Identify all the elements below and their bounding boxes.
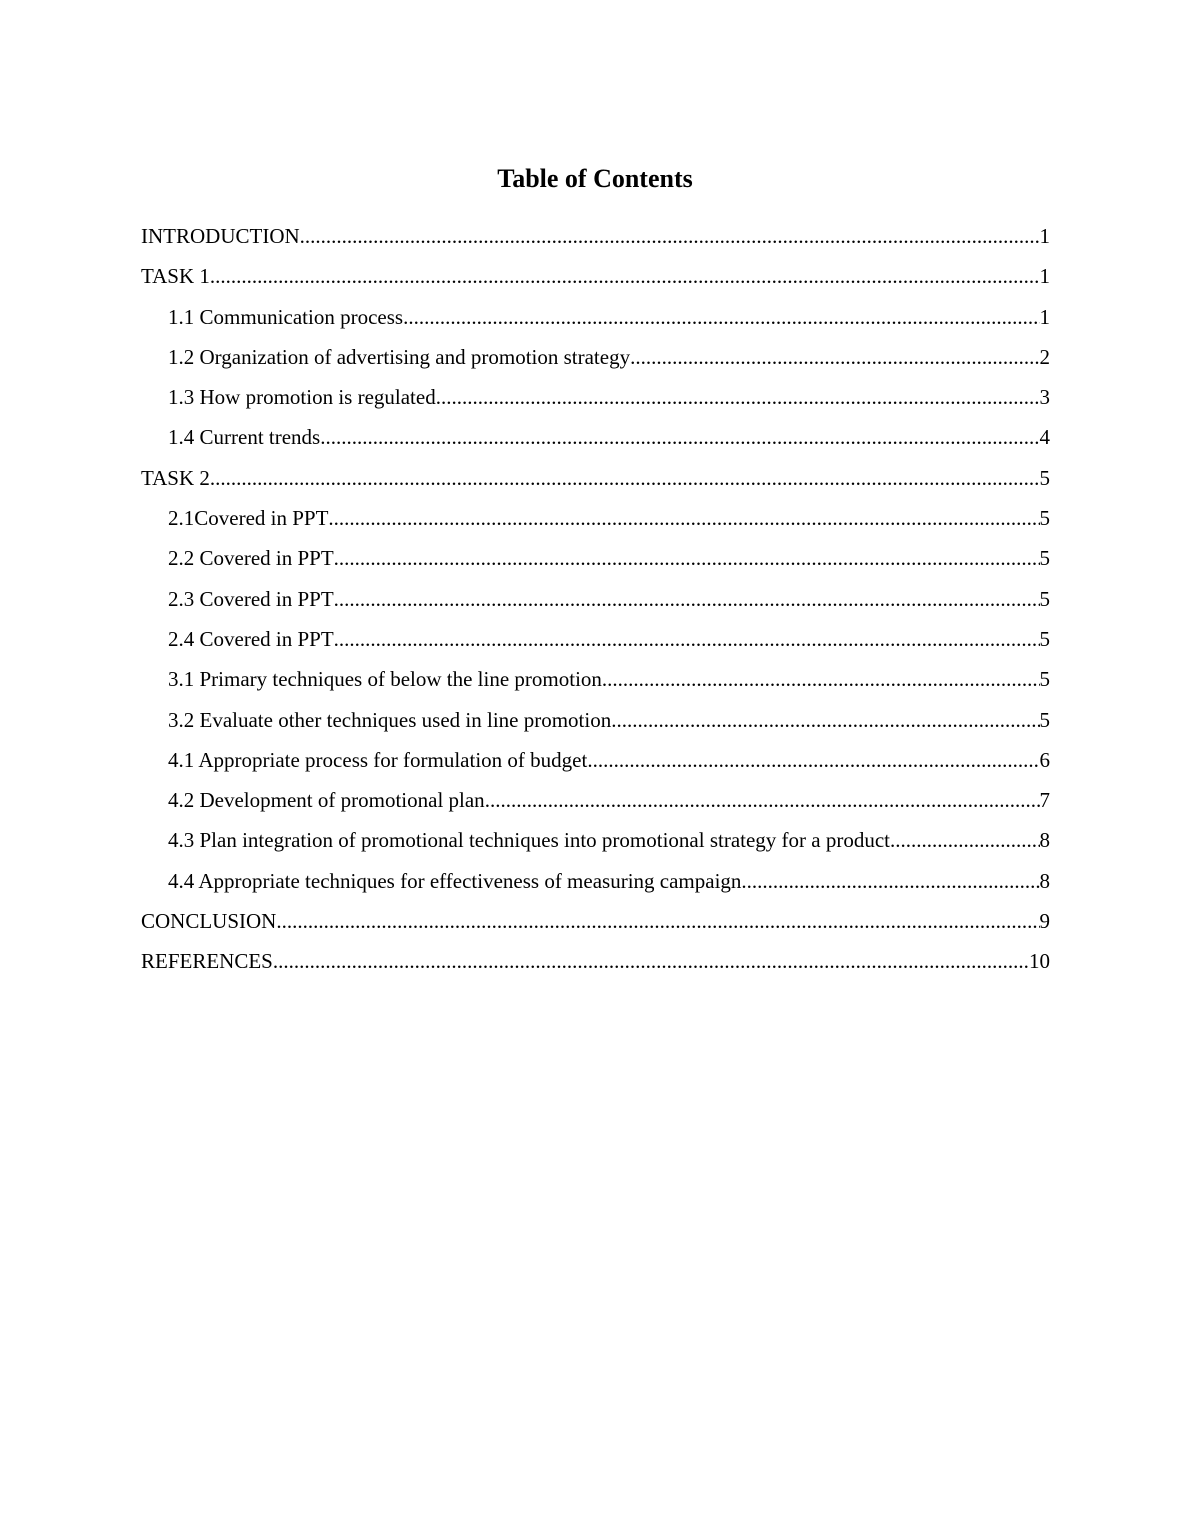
toc-entry-label: INTRODUCTION (141, 220, 300, 252)
toc-entry-page-number: 5 (1040, 462, 1051, 494)
toc-entry-page-number: 5 (1040, 583, 1051, 615)
toc-dot-leader (334, 623, 1040, 655)
toc-entry[interactable] (141, 945, 1050, 985)
toc-dot-leader (300, 220, 1040, 252)
toc-entry-page-number: 1 (1040, 220, 1051, 252)
toc-dot-leader (611, 704, 1039, 736)
toc-entry[interactable] (141, 421, 1050, 461)
toc-entry-row (141, 905, 1050, 937)
toc-entry-row (168, 341, 1050, 373)
toc-title: Table of Contents (497, 164, 693, 193)
toc-dot-leader (602, 663, 1040, 695)
toc-entry[interactable] (141, 381, 1050, 421)
toc-entry-label: REFERENCES (141, 945, 273, 977)
toc-dot-leader (276, 905, 1039, 937)
toc-entry-label: 2.1Covered in PPT (168, 502, 328, 534)
toc-entry[interactable] (141, 502, 1050, 542)
toc-entry-page-number: 2 (1040, 341, 1051, 373)
toc-entry-label: CONCLUSION (141, 905, 276, 937)
toc-entry[interactable] (141, 542, 1050, 582)
toc-dot-leader (334, 542, 1040, 574)
toc-entry-page-number: 5 (1040, 704, 1051, 736)
toc-entry[interactable] (141, 865, 1050, 905)
toc-entry-row (168, 784, 1050, 816)
toc-dot-leader (273, 945, 1029, 977)
toc-entry-row (168, 301, 1050, 333)
toc-entry-row (168, 623, 1050, 655)
toc-dot-leader (403, 301, 1039, 333)
toc-dot-leader (741, 865, 1039, 897)
toc-dot-leader (890, 824, 1039, 856)
toc-entry[interactable] (141, 784, 1050, 824)
toc-entry-page-number: 9 (1040, 905, 1051, 937)
toc-entry-row (141, 945, 1050, 977)
toc-entry-label: 4.2 Development of promotional plan (168, 784, 485, 816)
toc-entry-label: 3.2 Evaluate other techniques used in line promotion (168, 704, 611, 736)
toc-dot-leader (320, 421, 1039, 453)
toc-entry-page-number: 8 (1040, 865, 1051, 897)
toc-entry-row (168, 704, 1050, 736)
toc-entry[interactable] (141, 623, 1050, 663)
toc-entry-row (168, 865, 1050, 897)
toc-entry-label: TASK 1 (141, 260, 210, 292)
toc-entry[interactable] (141, 341, 1050, 381)
toc-entry[interactable] (141, 744, 1050, 784)
toc-entry[interactable] (141, 301, 1050, 341)
toc-entry[interactable] (141, 905, 1050, 945)
toc-entry-page-number: 1 (1040, 260, 1051, 292)
toc-entry-page-number: 7 (1040, 784, 1051, 816)
toc-dot-leader (485, 784, 1040, 816)
toc-entry-label: 4.1 Appropriate process for formulation of budget (168, 744, 587, 776)
toc-entry-label: 1.4 Current trends (168, 421, 320, 453)
toc-entry-page-number: 5 (1040, 502, 1051, 534)
toc-entry[interactable] (141, 260, 1050, 300)
toc-entry-row (141, 260, 1050, 292)
toc-entry-label: 4.4 Appropriate techniques for effectiveness of measuring campaign (168, 865, 741, 897)
toc-entry-label: 1.2 Organization of advertising and promotion strategy (168, 341, 630, 373)
toc-entry-label: 2.3 Covered in PPT (168, 583, 334, 615)
toc-entry-row (168, 824, 1050, 856)
toc-dot-leader (630, 341, 1039, 373)
toc-entry-page-number: 1 (1040, 301, 1051, 333)
toc-entry-page-number: 10 (1029, 945, 1050, 977)
toc-entry-label: 2.4 Covered in PPT (168, 623, 334, 655)
toc-entry-page-number: 5 (1040, 542, 1051, 574)
toc-entry-page-number: 6 (1040, 744, 1051, 776)
toc-dot-leader (436, 381, 1040, 413)
toc-dot-leader (587, 744, 1039, 776)
toc-entry-row (141, 462, 1050, 494)
toc-entry[interactable] (141, 583, 1050, 623)
toc-entry[interactable] (141, 462, 1050, 502)
toc-entry[interactable] (141, 220, 1050, 260)
toc-entry-row (168, 502, 1050, 534)
toc-entry[interactable] (141, 663, 1050, 703)
toc-entry-page-number: 5 (1040, 623, 1051, 655)
toc-entry-label: 1.1 Communication process (168, 301, 403, 333)
toc-entry-page-number: 5 (1040, 663, 1051, 695)
toc-entry[interactable] (141, 704, 1050, 744)
toc-entry-row (168, 583, 1050, 615)
toc-dot-leader (334, 583, 1040, 615)
toc-entry-row (168, 381, 1050, 413)
toc-entry-page-number: 3 (1040, 381, 1051, 413)
toc-entry-label: 1.3 How promotion is regulated (168, 381, 436, 413)
toc-entry-label: TASK 2 (141, 462, 210, 494)
toc-dot-leader (210, 260, 1040, 292)
toc-entry-page-number: 8 (1040, 824, 1051, 856)
toc-entry-row (168, 744, 1050, 776)
toc-entry[interactable] (141, 824, 1050, 864)
toc-list (141, 220, 1050, 986)
toc-entry-row (168, 663, 1050, 695)
toc-entry-row (168, 421, 1050, 453)
toc-dot-leader (210, 462, 1040, 494)
toc-entry-label: 3.1 Primary techniques of below the line promotion (168, 663, 602, 695)
toc-entry-page-number: 4 (1040, 421, 1051, 453)
toc-entry-label: 4.3 Plan integration of promotional techniques into promotional strategy for a product (168, 824, 890, 856)
toc-entry-label: 2.2 Covered in PPT (168, 542, 334, 574)
toc-entry-row (168, 542, 1050, 574)
toc-dot-leader (328, 502, 1039, 534)
toc-entry-row (141, 220, 1050, 252)
